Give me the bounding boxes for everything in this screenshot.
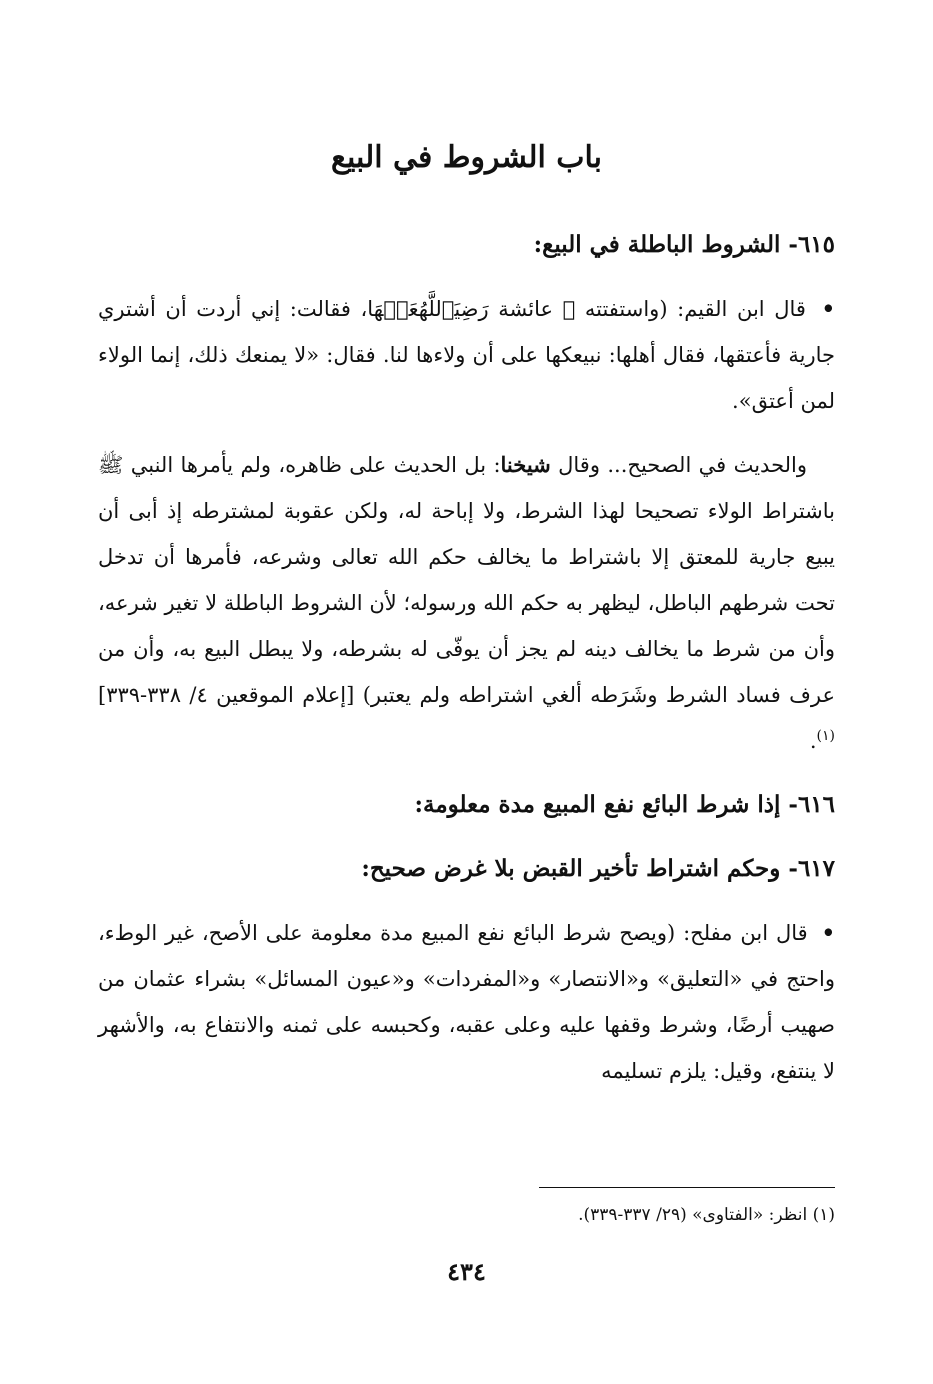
paragraph-hadith-commentary xyxy=(98,442,835,764)
paragraph-ibn-muflih xyxy=(98,910,835,1094)
paragraph-text-part: : بل الحديث على ظاهره، ولم يأمرها النبي ﷺ باشتراط الولاء تصحيحا لهذا الشرط، ولا إباحة له، ولكن عقوبة لمشترطه إذ أبى أن يبيع جارية للمعتق إلا باشتراط ما يخالف حكم الله تعالى وشرعه، فأمرها أن تدخل تحت شرطهم الباطل، ليظهر به حكم الله ورسوله؛ لأن الشروط الباطلة لا تغير شرعه، وأن من شرط ما يخالف دينه لم يجز أن يوفّى له بشرطه، ولا يبطل البيع به، وأن من عرف فساد الشرط وشَرَطه ألغي اشتراطه ولم يعتبر) [إعلام الموقعين ٤/ ٣٣٨-٣٣٩] xyxy=(98,453,835,707)
paragraph-end: . xyxy=(809,729,817,753)
bullet-marker: • xyxy=(821,920,835,945)
paragraph-ibn-qayyim xyxy=(98,286,835,424)
bold-term: شيخنا xyxy=(500,452,551,477)
bullet-marker: • xyxy=(821,296,835,321)
footnote-reference[interactable]: (١) xyxy=(816,728,835,744)
chapter-title: باب الشروط في البيع xyxy=(331,140,602,175)
page-number: ٤٣٤ xyxy=(447,1257,486,1286)
section-heading-617: ٦١٧- وحكم اشتراط تأخير القبض بلا غرض صحيح: xyxy=(361,855,835,882)
paragraph-text-part: والحديث في الصحيح... وقال xyxy=(550,453,807,477)
footnote-divider xyxy=(539,1187,835,1188)
paragraph-text: قال ابن مفلح: (ويصح شرط البائع نفع المبيع مدة معلومة على الأصح، غير الوطء، واحتج في «التعليق» و«الانتصار» و«المفردات» و«عيون المسائل» بشراء عثمان من صهيب أرضًا، وشرط وقفها عليه وعلى عقبه، وكحبسه على ثمنه والانتفاع به، والأشهر لا ينتفع، وقيل: يلزم تسليمه xyxy=(98,921,835,1083)
footnote: (١) انظر: «الفتاوى» (٢٩/ ٣٣٧-٣٣٩). xyxy=(578,1205,835,1225)
paragraph-text: قال ابن القيم: (واستفتته ﷺ عائشة رَضِيَٱللَّهُعَنۡهَا، فقالت: إني أردت أن أشتري جارية فأعتقها، فقال أهلها: نبيعكها على أن ولاءها لنا. فقال: «لا يمنعك ذلك، إنما الولاء لمن أعتق». xyxy=(98,297,835,413)
section-heading-616: ٦١٦- إذا شرط البائع نفع المبيع مدة معلومة: xyxy=(414,791,835,818)
section-heading-615: ٦١٥- الشروط الباطلة في البيع: xyxy=(533,231,835,258)
main-text xyxy=(98,222,835,1112)
